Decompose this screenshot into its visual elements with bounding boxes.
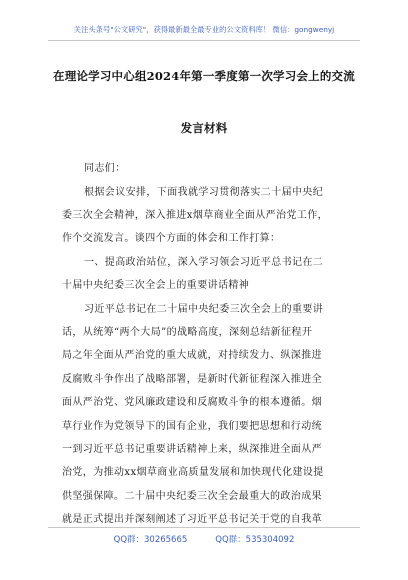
- document-title-line1: 在理论学习中心组2024年第一季度第一次学习会上的交流: [53, 69, 355, 83]
- body-line: 一到习近平总书记重要讲话精神上来，纵深推进全面从严: [62, 444, 322, 455]
- body-line: 治党，为推动xx烟草商业高质量发展和加快现代化建设提: [62, 467, 324, 478]
- section-heading-line: 十届中央纪委三次全会上的重要讲话精神: [62, 280, 250, 291]
- body-line: 委三次全会精神，深入推进x烟草商业全面从严治党工作，: [62, 210, 329, 221]
- body-line: 习近平总书记在二十届中央纪委三次全会上的重要讲: [84, 304, 324, 315]
- footer-divider: [48, 527, 360, 528]
- body-line: 根据会议安排，下面我就学习贯彻落实二十届中央纪: [84, 187, 324, 198]
- body-line: 局之年全面从严治党的重大成就，对持续发力、纵深推进: [62, 350, 322, 361]
- body-line: 草行业作为党领导下的国有企业，我们要把思想和行动统: [62, 421, 322, 432]
- section-heading-line: 一、提高政治站位，深入学习领会习近平总书记在二: [84, 257, 324, 268]
- body-line: 反腐败斗争作出了战略部署，是新时代新征程深入推进全: [62, 374, 322, 385]
- footer: [40, 533, 368, 545]
- footer-qq-group-1: QQ群：30265665: [113, 535, 188, 545]
- body-line: 话，从统筹“两个大局”的战略高度，深刻总结新征程开: [62, 327, 313, 338]
- document-title-line2: 发言材料: [180, 121, 228, 135]
- body-line: 供坚强保障。二十届中央纪委三次全会最重大的政治成果: [62, 491, 322, 502]
- salutation: 同志们：: [84, 163, 126, 174]
- body-line: 面从严治党、党风廉政建设和反腐败斗争的根本遵循。烟: [62, 397, 322, 408]
- header-divider: [48, 40, 360, 41]
- footer-qq-group-2: QQ群：535304092: [215, 535, 295, 545]
- body-line: 就是正式提出并深刻阐述了习近平总书记关于党的自我革: [62, 514, 322, 525]
- header-note: 关注头条号"公文研究"，获得最新最全最专业的公文资料库！ 微信：gongwenyj: [73, 25, 335, 34]
- body-line: 作个交流发言。谈四个方面的体会和工作打算：: [62, 233, 281, 244]
